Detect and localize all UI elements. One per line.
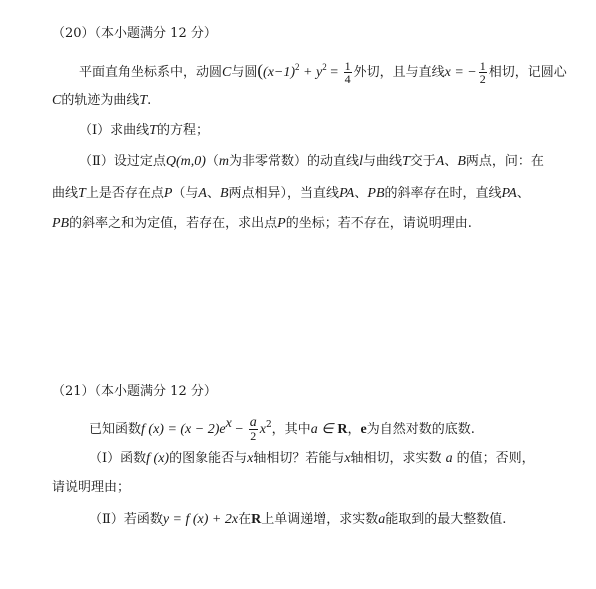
text: 、 bbox=[444, 154, 458, 169]
q21-paragraph-1 bbox=[89, 414, 475, 442]
exponent: x bbox=[225, 416, 232, 431]
a-in: a ∈ bbox=[310, 422, 334, 437]
text: ，其中 bbox=[271, 422, 311, 437]
exponent: 2 bbox=[265, 420, 272, 430]
set-R: R bbox=[251, 512, 262, 527]
function-eq: y = f (x) + 2x bbox=[162, 512, 239, 527]
text: 外切，且与直线 bbox=[353, 65, 445, 80]
text: ， bbox=[347, 422, 361, 437]
var-a: a bbox=[445, 451, 453, 466]
text: 、 bbox=[354, 186, 368, 201]
q21-heading: （21）（本小题满分 12 分） bbox=[52, 384, 217, 399]
function-def: f (x) = (x − 2)e bbox=[141, 422, 226, 437]
text: 的斜率存在时，直线 bbox=[384, 186, 502, 201]
text: 两点相异），当直线 bbox=[228, 186, 340, 201]
q20-part-2 bbox=[79, 152, 544, 172]
text: （Ⅱ）设过定点 bbox=[79, 154, 166, 169]
var-T: T bbox=[139, 93, 148, 108]
q21-part-2 bbox=[89, 510, 506, 530]
text: （Ⅰ）求曲线 bbox=[79, 123, 150, 138]
circle-equation: ($(x-1)^2 + y^2$ = bbox=[257, 61, 342, 80]
var-x: x bbox=[344, 451, 351, 466]
text: 已知函数 bbox=[89, 422, 142, 437]
var-P: P bbox=[277, 216, 286, 231]
text: （Ⅰ）函数 bbox=[89, 451, 147, 466]
const-e: e bbox=[360, 422, 367, 437]
text: 在 bbox=[238, 512, 252, 527]
text: （ bbox=[205, 154, 219, 169]
q20-paragraph-5 bbox=[52, 214, 472, 234]
var-C: C bbox=[52, 93, 62, 108]
var-PA: PA bbox=[339, 186, 355, 201]
var-PB: PB bbox=[367, 186, 385, 201]
text: 、 bbox=[206, 186, 220, 201]
text: 能取到的最大整数值. bbox=[385, 512, 507, 527]
q-args: (m,0) bbox=[175, 154, 206, 169]
text: 平面直角坐标系中，动圆 bbox=[79, 65, 223, 80]
operator: − bbox=[231, 422, 247, 437]
q20-heading: （20）（本小题满分 12 分） bbox=[52, 26, 217, 41]
var-l: l bbox=[359, 154, 363, 169]
var-T: T bbox=[401, 154, 410, 169]
var-A: A bbox=[435, 154, 445, 169]
text: 的值；否则， bbox=[456, 451, 535, 466]
function-fx: f (x) bbox=[146, 451, 170, 466]
q20-part-1 bbox=[79, 121, 209, 141]
text: 的方程； bbox=[156, 123, 209, 138]
text: 相切，记圆心 bbox=[488, 65, 567, 80]
var-B: B bbox=[219, 186, 229, 201]
var-P: P bbox=[163, 186, 173, 201]
text: 两点，问：在 bbox=[465, 154, 544, 169]
frac-num: 1 bbox=[344, 59, 351, 73]
fraction-1-2 bbox=[479, 60, 487, 85]
frac-num: 1 bbox=[479, 59, 486, 73]
text: 上单调递增，求实数 bbox=[261, 512, 379, 527]
text: 轴相切，求实数 bbox=[350, 451, 442, 466]
q20-paragraph-1 bbox=[79, 57, 567, 85]
text: 为自然对数的底数. bbox=[366, 422, 475, 437]
text: . bbox=[147, 93, 152, 108]
eq-part: + y bbox=[299, 65, 323, 80]
q21-part-1 bbox=[89, 449, 535, 469]
text: （与 bbox=[172, 186, 199, 201]
text: 与圆 bbox=[231, 65, 258, 80]
var-a: a bbox=[378, 512, 386, 527]
q20-paragraph-4 bbox=[52, 184, 530, 204]
text: 的图象能否与 bbox=[169, 451, 248, 466]
text: 、 bbox=[516, 186, 530, 201]
text: 的斜率之和为定值，若存在，求出点 bbox=[69, 216, 278, 231]
frac-den: 2 bbox=[250, 429, 257, 443]
set-R: R bbox=[337, 422, 348, 437]
var-PA: PA bbox=[501, 186, 517, 201]
fraction-a-2 bbox=[249, 417, 258, 442]
line-equation: x = − bbox=[444, 65, 477, 80]
var-x: x bbox=[247, 451, 254, 466]
q20-paragraph-2 bbox=[52, 91, 151, 111]
var-T: T bbox=[149, 123, 157, 138]
text: 轴相切？若能与 bbox=[253, 451, 345, 466]
text: 的轨迹为曲线 bbox=[61, 93, 140, 108]
var-x: x bbox=[259, 422, 266, 437]
text: 曲线 bbox=[52, 186, 79, 201]
frac-den: 2 bbox=[479, 72, 486, 86]
var-PB: PB bbox=[52, 216, 70, 231]
var-B: B bbox=[457, 154, 466, 169]
eq-part: (x−1) bbox=[263, 65, 296, 80]
text: 为非零常数）的动直线 bbox=[229, 154, 360, 169]
var-C: C bbox=[222, 65, 232, 80]
frac-num: a bbox=[249, 415, 257, 430]
text: 与曲线 bbox=[362, 154, 402, 169]
var-A: A bbox=[198, 186, 207, 201]
var-T: T bbox=[78, 186, 86, 201]
text: 交于 bbox=[409, 154, 436, 169]
text: 上是否存在点 bbox=[85, 186, 164, 201]
text: （Ⅱ）若函数 bbox=[89, 512, 163, 527]
q21-paragraph-3: 请说明理由； bbox=[52, 480, 131, 495]
frac-den: 4 bbox=[344, 72, 351, 86]
text: 的坐标；若不存在，请说明理由. bbox=[285, 216, 472, 231]
eq-part: = bbox=[326, 65, 342, 80]
var-Q: Q bbox=[165, 154, 176, 169]
var-m: m bbox=[218, 154, 230, 169]
fraction-1-4 bbox=[344, 60, 352, 85]
